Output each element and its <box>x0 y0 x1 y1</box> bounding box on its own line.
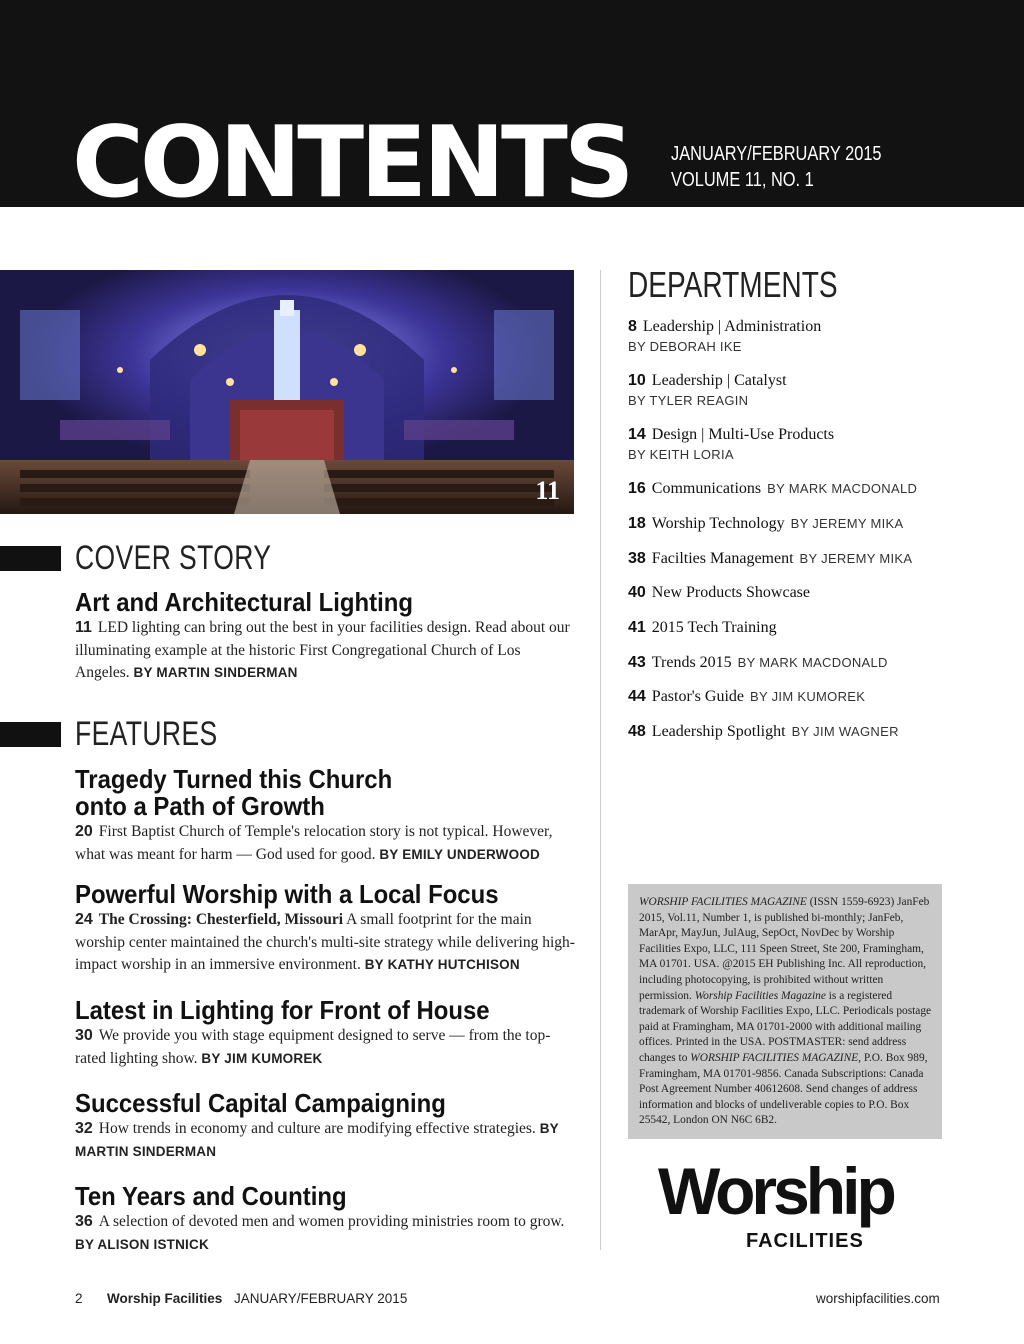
article-title[interactable]: Latest in Lighting for Front of House <box>75 995 490 1025</box>
masthead-magazine-name-caps: WORSHIP FACILITIES MAGAZINE, <box>690 1051 862 1064</box>
department-item[interactable] <box>628 318 821 354</box>
article-body <box>75 821 575 866</box>
article-body <box>75 1211 575 1256</box>
department-byline: BY JEREMY MIKA <box>790 516 904 531</box>
department-byline: BY MARK MACDONALD <box>767 481 918 496</box>
department-title[interactable]: Facilties Management <box>651 550 794 567</box>
department-byline: BY MARK MACDONALD <box>737 655 888 670</box>
photo-page-number: 11 <box>535 476 560 505</box>
article-byline: BY KATHY HUTCHISON <box>364 957 520 972</box>
masthead-magazine-name: WORSHIP FACILITIES MAGAZINE <box>639 896 807 908</box>
issue-info <box>671 141 882 193</box>
department-byline: BY KEITH LORIA <box>628 447 734 462</box>
article-body <box>75 909 575 977</box>
masthead-magazine-name-italic: Worship Facilities Magazine <box>694 989 826 1002</box>
department-page: 40 <box>628 584 646 601</box>
department-item[interactable] <box>628 515 903 533</box>
article-page: 20 <box>75 823 93 840</box>
article-byline: BY EMILY UNDERWOOD <box>379 846 540 862</box>
article-description: First Baptist Church of Temple's relocation story is not typical. However, what was meant for harm — God used for good. <box>75 823 553 863</box>
article-title[interactable] <box>75 766 572 820</box>
page-title: CONTENTS <box>72 106 631 220</box>
department-byline: BY TYLER REAGIN <box>628 393 749 408</box>
department-page: 10 <box>628 372 646 389</box>
department-item[interactable] <box>628 584 810 602</box>
department-page: 8 <box>628 318 637 335</box>
department-byline: BY JEREMY MIKA <box>799 551 913 566</box>
article-body <box>75 617 575 685</box>
cover-story-article[interactable] <box>75 589 575 685</box>
feature-article[interactable] <box>75 1090 575 1163</box>
article-body <box>75 1025 575 1070</box>
article-page: 24 <box>75 911 93 928</box>
feature-article[interactable] <box>75 997 575 1070</box>
logo-subtitle: FACILITIES <box>746 1230 864 1252</box>
logo-wordmark: Worship <box>658 1154 893 1228</box>
department-page: 14 <box>628 426 646 443</box>
article-title[interactable]: Successful Capital Campaigning <box>75 1088 446 1118</box>
article-description: We provide you with stage equipment designed to serve — from the top-rated lighting show. <box>75 1027 551 1067</box>
footer-publication: Worship Facilities <box>107 1291 223 1306</box>
department-page: 43 <box>628 654 646 671</box>
article-page: 11 <box>75 619 92 636</box>
department-title[interactable]: Leadership Spotlight <box>651 723 786 740</box>
department-title[interactable]: Leadership | Administration <box>642 318 822 335</box>
article-byline: BY MARTIN SINDERMAN <box>75 1121 559 1159</box>
department-item[interactable] <box>628 550 912 568</box>
department-item[interactable] <box>628 619 777 637</box>
feature-article[interactable] <box>75 881 575 977</box>
features-heading: FEATURES <box>75 715 218 753</box>
article-page: 36 <box>75 1213 93 1230</box>
footer-page-number: 2 <box>75 1291 83 1306</box>
article-byline: BY JIM KUMOREK <box>201 1050 323 1066</box>
department-page: 18 <box>628 515 646 532</box>
department-page: 48 <box>628 723 646 740</box>
column-divider <box>600 270 601 1250</box>
department-title[interactable]: Communications <box>651 480 762 497</box>
church-interior-illustration <box>0 270 574 514</box>
department-byline: BY DEBORAH IKE <box>628 339 742 354</box>
article-title[interactable]: Ten Years and Counting <box>75 1181 347 1211</box>
departments-heading: DEPARTMENTS <box>628 264 838 305</box>
article-description: LED lighting can bring out the best in your facilities design. Read about our illuminating example at the historic First Congregational Church of Los Angeles. <box>75 619 570 681</box>
department-item[interactable] <box>628 426 834 462</box>
department-title[interactable]: Trends 2015 <box>651 654 732 671</box>
article-byline: BY MARTIN SINDERMAN <box>133 665 298 680</box>
article-description: How trends in economy and culture are modifying effective strategies. <box>98 1120 536 1137</box>
article-title-line: Tragedy Turned this Church <box>75 764 393 794</box>
department-title[interactable]: Leadership | Catalyst <box>651 372 787 389</box>
department-item[interactable] <box>628 372 787 408</box>
article-body <box>75 1118 575 1163</box>
article-byline: BY ALISON ISTNICK <box>75 1236 209 1252</box>
feature-article[interactable] <box>75 1183 575 1256</box>
issue-volume: VOLUME 11, NO. 1 <box>671 169 814 191</box>
article-description: A small footprint for the main worship center maintained the church's multi-site strategy while delivering high-impact worship in an immersive environment. <box>75 911 575 973</box>
department-item[interactable] <box>628 723 899 741</box>
worship-facilities-logo <box>658 1154 893 1252</box>
cover-story-heading: COVER STORY <box>75 539 272 577</box>
department-byline: BY JIM WAGNER <box>791 724 899 739</box>
department-item[interactable] <box>628 480 917 498</box>
cover-photo <box>0 270 574 514</box>
department-page: 16 <box>628 480 646 497</box>
masthead-text: is a registered trademark of Worship Facilities Expo, LLC. Periodicals postage paid at Framingham, MA 01701-2000 with additional mailing offices. Printed in the USA. POSTMASTER: send address changes to <box>639 989 932 1064</box>
article-title[interactable]: Art and Architectural Lighting <box>75 587 413 617</box>
article-location: The Crossing: Chesterfield, Missouri <box>98 911 344 928</box>
article-page: 32 <box>75 1120 93 1137</box>
issue-date: JANUARY/FEBRUARY 2015 <box>671 143 882 165</box>
masthead-text: (ISSN 1559-6923) JanFeb 2015, Vol.11, Number 1, is published bi-monthly; JanFeb, MarApr, MayJun, JulAug, SepOct, NovDec by Worship Facilities Expo, LLC, 111 Speen Street, Ste 200, Framingham, MA 01701. USA. @2015 EH Publishing Inc. All reproduction, including photocopying, is prohibited without written permission. <box>639 896 930 1002</box>
department-title[interactable]: New Products Showcase <box>651 584 810 601</box>
masthead-box <box>628 884 942 1139</box>
department-title[interactable]: Design | Multi-Use Products <box>651 426 835 443</box>
article-title-line: onto a Path of Growth <box>75 791 325 821</box>
cover-story-bar <box>0 546 61 571</box>
department-byline: BY JIM KUMOREK <box>750 689 866 704</box>
feature-article[interactable] <box>75 766 575 866</box>
footer-website[interactable]: worshipfacilities.com <box>816 1291 940 1306</box>
department-title[interactable]: 2015 Tech Training <box>651 619 777 636</box>
department-page: 38 <box>628 550 646 567</box>
article-page: 30 <box>75 1027 93 1044</box>
department-item[interactable] <box>628 688 865 706</box>
article-description: A selection of devoted men and women providing ministries room to grow. <box>98 1213 565 1230</box>
masthead-text: P.O. Box 989, Framingham, MA 01701-9856. Canada Subscriptions: Canada Post Agreement Number 40612608. Send changes of address information and blocks of undeliverable copies to P.O. Box 25542, London ON N6C 6B2. <box>639 1051 928 1127</box>
department-page: 44 <box>628 688 646 705</box>
department-page: 41 <box>628 619 646 636</box>
features-bar <box>0 722 61 747</box>
footer-issue: JANUARY/FEBRUARY 2015 <box>234 1291 408 1306</box>
article-title[interactable]: Powerful Worship with a Local Focus <box>75 879 499 909</box>
department-title[interactable]: Worship Technology <box>651 515 785 532</box>
department-item[interactable] <box>628 654 888 672</box>
department-title[interactable]: Pastor's Guide <box>651 688 745 705</box>
